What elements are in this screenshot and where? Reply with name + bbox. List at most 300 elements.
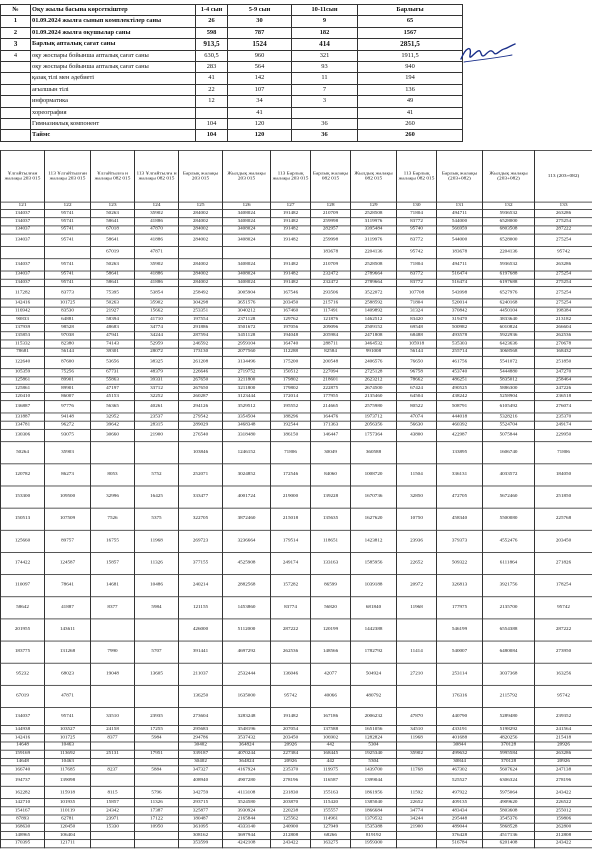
salary-cell: 1379532 (351, 815, 397, 823)
salary-cell: 275254 (535, 299, 592, 307)
salary-cell: 105918 (397, 340, 437, 348)
salary-cell: 1627620 (351, 508, 397, 530)
salary-cell: 47197 (91, 385, 135, 393)
salary-cell: 319470 (437, 316, 483, 324)
salary-cell: 166740 (1, 766, 45, 774)
salary-cell: 135853 (1, 332, 45, 340)
salary-cell: 71804 (397, 258, 437, 270)
salary-cell: 7990 (91, 641, 135, 663)
salary-cell: 14648 (1, 742, 45, 750)
salary-cell: 282957 (311, 226, 351, 234)
salary-cell: 516474 (437, 279, 483, 287)
salary-cell: 55863 (91, 377, 135, 385)
salary-cell: 150512 (271, 368, 311, 376)
summary-value-cell: 9 (292, 16, 358, 27)
salary-cell: 121155 (179, 597, 223, 619)
salary-cell: 19048 (91, 663, 135, 685)
salary-cell: 137939 (1, 324, 45, 332)
salary-cell: 3548196 (223, 726, 271, 734)
salary-cell: 198384 (535, 307, 592, 315)
salary-cell: 41886 (135, 279, 179, 287)
salary-cell: 35902 (135, 209, 179, 217)
salary-cell (91, 619, 135, 641)
salary-cell: 266604 (535, 324, 592, 332)
salary-header-cell: 113 Ұлгайтылған жалақы 203 015 (45, 150, 91, 202)
salary-cell: 1439700 (351, 766, 397, 774)
salary-cell: 5304 (351, 742, 397, 750)
salary-cell: 101725 (45, 734, 91, 742)
salary-cell: 90833 (1, 316, 45, 324)
salary-cell: 168432 (535, 348, 592, 356)
salary-cell: 155163 (311, 787, 351, 799)
salary-cell: 461756 (437, 356, 483, 368)
salary-cell: 95741 (45, 271, 91, 279)
salary-cell: 134037 (1, 234, 45, 246)
salary-cell: 10950 (135, 823, 179, 831)
salary-cell: 188296 (271, 413, 311, 421)
salary-cell: 47074 (397, 413, 437, 421)
salary-cell: 21927 (91, 307, 135, 315)
salary-cell: 203870 (271, 799, 311, 807)
salary-cell: 5541072 (483, 356, 535, 368)
salary-cell (91, 685, 135, 707)
salary-cell: 96758 (397, 368, 437, 376)
salary-row (1, 287, 592, 299)
salary-cell (135, 839, 179, 847)
salary-cell: 30660 (91, 429, 135, 441)
salary-row (1, 508, 592, 530)
salary-cell: 192544 (271, 421, 311, 429)
summary-header-cell: Оқу жылы басына көрсеткіштер (31, 5, 196, 16)
salary-cell: 3408024 (223, 209, 271, 217)
salary-cell: 32996 (91, 486, 135, 508)
salary-cell: 35902 (135, 258, 179, 270)
summary-value-cell: 26 (196, 16, 228, 27)
salary-cell (397, 685, 437, 707)
salary-cell: 76650 (397, 356, 437, 368)
salary-cell: 442 (311, 742, 351, 750)
salary-cell: 27210 (397, 663, 437, 685)
summary-value-cell: 564 (228, 62, 292, 73)
salary-cell: 1670736 (351, 486, 397, 508)
salary-cell: 288711 (311, 340, 351, 348)
summary-label-cell: 01.09.2024 жылға оқушылар саны (31, 27, 196, 38)
salary-cell: 45153 (91, 393, 135, 401)
salary-cell: 11504 (397, 464, 437, 486)
summary-header-cell: 10-11сын (292, 5, 358, 16)
summary-value-cell: 12 (196, 96, 228, 107)
salary-cell: 97038 (45, 332, 91, 340)
salary-cell: 284002 (179, 218, 223, 226)
salary-code-cell: 121 (1, 202, 45, 209)
salary-cell: 525527 (437, 774, 483, 786)
salary-cell: 95741 (45, 279, 91, 287)
salary-cell: 21900 (397, 823, 437, 831)
salary-cell: 120199 (311, 619, 351, 641)
salary-cell: 83772 (397, 218, 437, 226)
salary-cell: 162282 (1, 787, 45, 799)
salary-row (1, 758, 592, 766)
salary-cell: 97776 (45, 401, 91, 413)
salary-cell: 2135700 (483, 597, 535, 619)
salary-cell (179, 246, 223, 258)
salary-cell: 50263 (91, 258, 135, 270)
salary-cell: 11592 (397, 787, 437, 799)
salary-cell: 41886 (135, 234, 179, 246)
salary-cell: 219000 (271, 486, 311, 508)
salary-cell: 2371128 (223, 316, 271, 324)
salary-cell: 34774 (397, 807, 437, 815)
salary-cell: 41886 (135, 271, 179, 279)
salary-cell: 157282 (271, 575, 311, 597)
summary-row (1, 96, 463, 107)
salary-code-cell: 128 (311, 202, 351, 209)
summary-value-cell: 2851,5 (358, 39, 463, 50)
salary-cell: 240900 (271, 823, 311, 831)
salary-cell: 131268 (45, 641, 91, 663)
summary-value-cell: 93 (292, 62, 358, 73)
salary-cell: 1453860 (223, 597, 271, 619)
salary-row (1, 742, 592, 750)
salary-row (1, 641, 592, 663)
salary-cell: 68023 (45, 663, 91, 685)
salary-cell: 3872460 (223, 508, 271, 530)
salary-cell: 215716 (311, 299, 351, 307)
salary-cell: 168630 (1, 823, 45, 831)
salary-cell: 2528508 (351, 258, 397, 270)
salary-cell: 183678 (311, 246, 351, 258)
salary-cell: 50263 (91, 209, 135, 217)
salary-cell: 444018 (437, 413, 483, 421)
salary-cell: 179802 (271, 377, 311, 385)
salary-cell: 6306324 (483, 774, 535, 786)
salary-cell: 67731 (91, 368, 135, 376)
salary-cell (1, 246, 45, 258)
salary-cell: 226646 (179, 368, 223, 376)
salary-cell: 261208 (179, 356, 223, 368)
salary-row (1, 393, 592, 401)
salary-cell: 30402 (179, 742, 223, 750)
salary-cell: 3119976 (351, 218, 397, 226)
salary-cell: 2588592 (351, 299, 397, 307)
salary-cell: 6105492 (483, 401, 535, 413)
salary-cell: 5835012 (483, 377, 535, 385)
salary-row (1, 279, 592, 287)
salary-cell: 50263 (91, 299, 135, 307)
salary-cell: 56365 (91, 401, 135, 413)
summary-value-cell: 1 (1, 16, 31, 27)
salary-cell: 58642 (1, 597, 45, 619)
salary-row (1, 368, 592, 376)
summary-label-cell: хореография (31, 107, 196, 118)
salary-cell: 270678 (535, 340, 592, 348)
salary-cell: 163256 (535, 663, 592, 685)
salary-cell: 1757364 (351, 429, 397, 441)
salary-cell: 1246152 (223, 442, 271, 464)
salary-cell: 143611 (45, 619, 91, 641)
salary-cell: 93075 (45, 429, 91, 441)
salary-cell: 194737 (1, 774, 45, 786)
summary-label-cell: информатика (31, 96, 196, 107)
salary-row (1, 486, 592, 508)
salary-cell: 5258904 (483, 393, 535, 401)
salary-cell: 391441 (179, 641, 223, 663)
salary-cell: 167186 (311, 708, 351, 726)
salary-cell: 1462512 (351, 316, 397, 324)
salary-cell: 2471808 (351, 332, 397, 340)
salary-cell: 284002 (179, 226, 223, 234)
salary-cell: 47871 (45, 685, 91, 707)
summary-row (1, 119, 463, 130)
salary-cell: 95741 (45, 234, 91, 246)
salary-cell: 120410 (1, 393, 45, 401)
salary-cell: 243422 (271, 839, 311, 847)
salary-cell: 520014 (437, 299, 483, 307)
salary-cell: 5803608 (483, 807, 535, 815)
salary-cell (135, 619, 179, 641)
salary-cell: 86273 (45, 464, 91, 486)
salary-cell: 53656 (91, 356, 135, 368)
summary-value-cell: 36 (292, 130, 358, 141)
salary-cell: 3697944 (223, 831, 271, 839)
salary-cell: 6803508 (483, 226, 535, 234)
salary-cell: 135635 (311, 508, 351, 530)
salary-cell: 191482 (271, 271, 311, 279)
summary-label-cell: ағылшын тілі (31, 84, 196, 95)
salary-cell: 127949 (311, 823, 351, 831)
summary-row (1, 62, 463, 73)
salary-cell: 183678 (437, 246, 483, 258)
summary-value-cell: 104 (196, 130, 228, 141)
salary-cell: 490525 (437, 385, 483, 393)
salary-cell: 218601 (311, 377, 351, 385)
salary-cell: 53854 (135, 287, 179, 299)
salary-cell: 253114 (437, 663, 483, 685)
salary-cell: 20926 (535, 758, 592, 766)
salary-cell: 159169 (1, 750, 45, 758)
salary-cell: 326813 (437, 575, 483, 597)
salary-cell: 34244 (397, 815, 437, 823)
summary-value-cell: 787 (228, 27, 292, 38)
salary-cell: 1409892 (351, 307, 397, 315)
salary-cell: 276540 (179, 429, 223, 441)
salary-cell: 5500080 (483, 508, 535, 530)
salary-cell: 225768 (535, 508, 592, 530)
salary-cell: 179514 (271, 530, 311, 552)
salary-header-row (1, 150, 592, 202)
salary-cell: 342759 (179, 787, 223, 799)
salary-cell: 50264 (1, 442, 45, 464)
salary-cell: 20926 (535, 742, 592, 750)
salary-cell (397, 839, 437, 847)
salary-cell: 117491 (311, 307, 351, 315)
salary-cell: 191482 (271, 218, 311, 226)
salary-cell: 67424 (397, 385, 437, 393)
salary-cell: 113692 (45, 750, 91, 758)
salary-cell: 96272 (45, 421, 91, 429)
salary-cell: 125660 (1, 530, 45, 552)
salary-cell: 191482 (271, 209, 311, 217)
salary-cell: 438242 (437, 393, 483, 401)
salary-cell: 1008720 (351, 464, 397, 486)
salary-cell: 30402 (179, 758, 223, 766)
salary-cell: 8377 (91, 734, 135, 742)
salary-cell: 991008 (351, 348, 397, 356)
summary-value-cell: 41 (228, 107, 292, 118)
salary-cell: 453740 (437, 368, 483, 376)
salary-cell: 11326 (135, 799, 179, 807)
salary-cell: 3537432 (223, 734, 271, 742)
salary-cell: 197056 (271, 324, 311, 332)
salary-cell: 71804 (397, 299, 437, 307)
salary-cell: 101935 (45, 799, 91, 807)
salary-cell: 255012 (535, 807, 592, 815)
salary-row (1, 413, 592, 421)
salary-cell: 24342 (91, 807, 135, 815)
salary-cell: 1282824 (351, 734, 397, 742)
salary-table (0, 150, 592, 848)
salary-cell: 3921756 (483, 575, 535, 597)
salary-cell: 115332 (1, 340, 45, 348)
salary-cell: 15857 (91, 799, 135, 807)
salary-cell: 566959 (437, 226, 483, 234)
salary-row (1, 815, 592, 823)
salary-cell: 263286 (535, 209, 592, 217)
salary-cell: 115918 (45, 787, 91, 799)
salary-row (1, 619, 592, 641)
salary-cell: 20926 (271, 758, 311, 766)
salary-cell: 133895 (437, 442, 483, 464)
salary-cell: 30844 (437, 758, 483, 766)
summary-value-cell: 283 (196, 62, 228, 73)
salary-cell: 377155 (179, 552, 223, 574)
salary-row (1, 421, 592, 429)
salary-cell: 75256 (45, 368, 91, 376)
summary-label-cell: Таймс (31, 130, 196, 141)
summary-value-cell (196, 107, 228, 118)
salary-cell: 4450104 (483, 307, 535, 315)
salary-cell: 284002 (179, 209, 223, 217)
salary-cell: 508791 (437, 401, 483, 413)
salary-row (1, 766, 592, 774)
salary-code-cell: 125 (179, 202, 223, 209)
salary-cell: 681840 (351, 597, 397, 619)
salary-cell: 259998 (311, 218, 351, 226)
salary-cell: 34510 (397, 726, 437, 734)
salary-cell: 10463 (45, 742, 91, 750)
salary-cell: 134037 (1, 258, 45, 270)
salary-cell: 253351 (179, 307, 223, 315)
salary-cell: 95232 (1, 663, 45, 685)
salary-cell: 220238 (271, 807, 311, 815)
salary-cell: 6480084 (483, 641, 535, 663)
salary-header-cell: Жылдық жалақы 203 015 (223, 150, 271, 202)
salary-cell: 129762 (271, 316, 311, 324)
salary-cell: 75395 (91, 287, 135, 299)
salary-cell (135, 442, 179, 464)
salary-cell: 2719752 (223, 368, 271, 376)
salary-cell: 125861 (1, 377, 45, 385)
salary-header-cell: Жылдық жалақы (203+082) (483, 150, 535, 202)
salary-header-cell: Жылдық жалақы 082 015 (351, 150, 397, 202)
salary-row (1, 209, 592, 217)
salary-row (1, 258, 592, 270)
salary-row (1, 750, 592, 758)
salary-cell: 2575980 (351, 401, 397, 413)
summary-header-cell: 1-4 сын (196, 5, 228, 16)
salary-cell: 544000 (437, 234, 483, 246)
salary-cell: 115420 (311, 799, 351, 807)
salary-cell: 2165844 (223, 815, 271, 823)
salary-cell: 364824 (223, 742, 271, 750)
salary-cell: 211037 (179, 663, 223, 685)
salary-header-cell: 113 Ұлгайтылға н жалақы 082 015 (135, 150, 179, 202)
salary-cell: 34244 (135, 332, 179, 340)
salary-cell: 401688 (437, 734, 483, 742)
salary-cell: 5304 (351, 758, 397, 766)
salary-cell: 3040212 (223, 307, 271, 315)
salary-cell: 2789664 (351, 271, 397, 279)
salary-cell: 191482 (271, 708, 311, 726)
salary-cell: 229950 (535, 429, 592, 441)
salary-cell: 241564 (535, 726, 592, 734)
salary-row (1, 299, 592, 307)
salary-cell: 227384 (271, 750, 311, 758)
salary-row (1, 823, 592, 831)
salary-cell: 58394 (91, 316, 135, 324)
salary-cell: 56144 (45, 348, 91, 356)
salary-cell: 134037 (1, 708, 45, 726)
salary-cell: 17951 (135, 750, 179, 758)
salary-cell: 38325 (135, 356, 179, 368)
salary-cell: 336131 (437, 464, 483, 486)
salary-cell: 32252 (135, 393, 179, 401)
salary-cell: 82584 (311, 348, 351, 356)
salary-cell: 120450 (45, 823, 91, 831)
salary-cell: 33510 (91, 708, 135, 726)
salary-cell: 114961 (311, 815, 351, 823)
salary-cell: 3930924 (223, 807, 271, 815)
salary-cell: 1959300 (351, 839, 397, 847)
salary-cell: 203450 (271, 734, 311, 742)
salary-cell: 535303 (437, 340, 483, 348)
summary-value-cell: 2 (1, 27, 31, 38)
salary-cell: 134037 (1, 226, 45, 234)
salary-cell: 284002 (179, 271, 223, 279)
salary-cell: 195552 (271, 401, 311, 413)
handwritten-signature-icon (458, 41, 518, 67)
salary-cell: 71806 (271, 442, 311, 464)
salary-cell: 173130 (179, 348, 223, 356)
salary-cell: 109500 (45, 486, 91, 508)
summary-value-cell: 598 (196, 27, 228, 38)
salary-cell: 117282 (1, 287, 45, 299)
salary-cell: 68266 (311, 831, 351, 839)
salary-cell: 267650 (179, 377, 223, 385)
salary-cell: 203450 (271, 299, 311, 307)
salary-cell: 227094 (311, 368, 351, 376)
salary-cell: 493578 (437, 332, 483, 340)
salary-cell: 10750 (397, 508, 437, 530)
salary-cell: 142416 (1, 734, 45, 742)
salary-cell: 5524704 (483, 421, 535, 429)
salary-cell: 364824 (223, 758, 271, 766)
salary-cell: 279542 (179, 413, 223, 421)
salary-cell (135, 774, 179, 786)
summary-header-cell: Барлығы (358, 5, 463, 16)
salary-cell: 86599 (311, 575, 351, 597)
salary-cell: 6240168 (483, 299, 535, 307)
